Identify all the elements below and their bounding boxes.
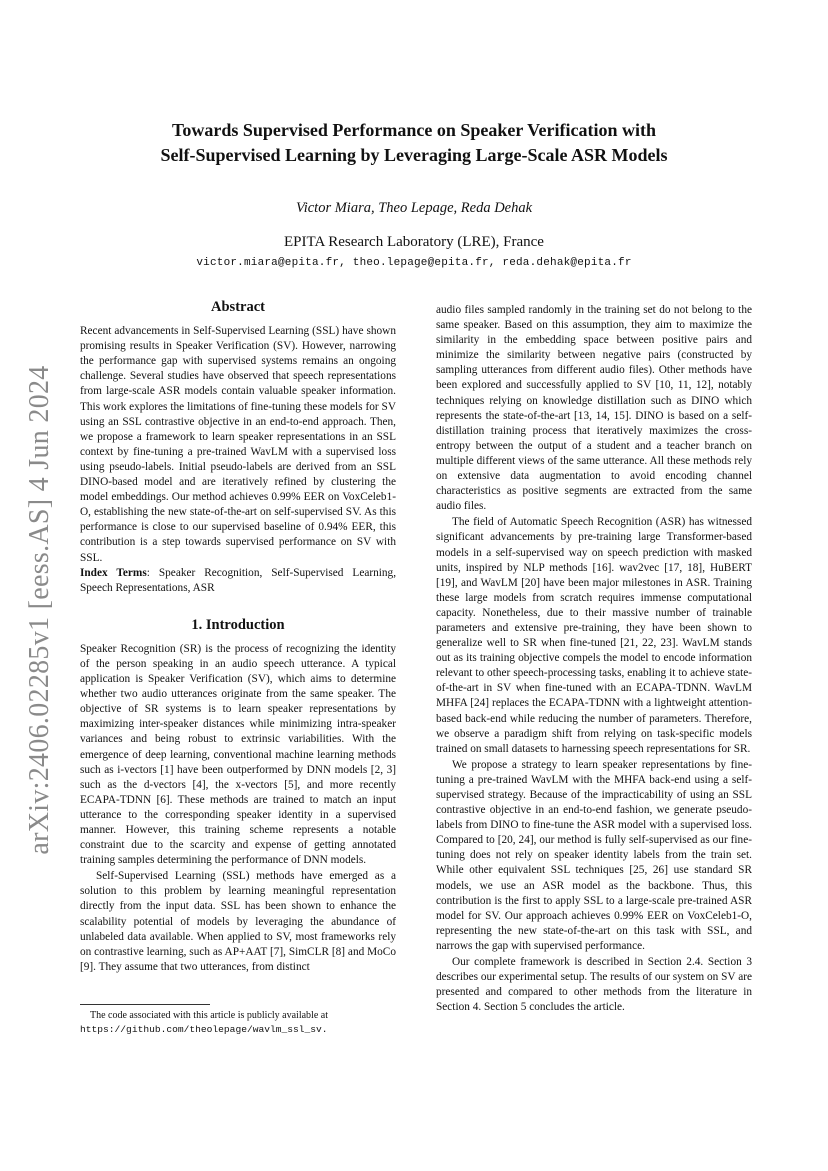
intro-paragraph-3: audio files sampled randomly in the training set do not belong to the same speaker. Based on this assumption, they aim to maximize the similarity in the embedding space between positive pairs and minimize the similarity between negative pairs (constructed by sampling utterances from different audio files). Other methods have been explored and successfully applied to SV [10, 11, 12], notably techniques relying on knowledge distillation such as DINO which represents the state-of-the-art [13, 14, 15]. DINO is based on a self-distillation training process that iteratively maximizes the cross-entropy between the output of a student and a teacher branch on multiple different views of the same utterance. All these methods rely on extensive data augmentation to avoid encoding channel characteristics as positive segments are extracted from the same audio files. [436,304,752,513]
paper-title [80,118,748,168]
intro-paragraph-1: Speaker Recognition (SR) is the process of recognizing the identity of the person speaking in an audio speech utterance. A typical application is Speaker Verification (SV), which aims to determine whether two audio utterances originate from the same speaker. The objective of SR systems is to learn speaker representations by maximizing inter-speaker distances while minimizing intra-speaker variances and being robust to extrinsic variabilities. With the emergence of deep learning, conventional machine learning methods such as i-vectors [1] have been outperformed by DNN models [2, 3] such as the d-vectors [4], the x-vectors [5], and more recently ECAPA-TDNN [6]. These methods are trained to match an input utterance to the corresponding speaker identity in a supervised manner. However, this training scheme represents a notable constraint due to the scarcity and expense of getting annotated training samples determining the performance of DNN models. [80,642,396,867]
author-list: Victor Miara, Theo Lepage, Reda Dehak [295,200,533,216]
introduction-heading: 1. Introduction [191,616,285,633]
right-column [436,303,752,1015]
intro-paragraph-6: Our complete framework is described in Section 2.4. Section 3 describes our experimental setup. The results of our system on SV are presented and compared to other methods from the literature in Section 4. Section 5 concludes the article. [436,956,752,1014]
footnote [80,1004,396,1036]
abstract-heading: Abstract [211,299,265,315]
index-terms-list: : Speaker Recognition, Self-Supervised Learning, Speech Representations, ASR [80,566,397,594]
affiliation: EPITA Research Laboratory (LRE), France [284,234,544,250]
title-line-2: Self-Supervised Learning by Leveraging Large-Scale ASR Models [160,145,668,165]
footnote-code-link[interactable]: https://github.com/theolepage/wavlm_ssl_sv. [80,1023,328,1035]
index-terms-label: Index Terms [80,566,147,579]
intro-paragraph-2: Self-Supervised Learning (SSL) methods have emerged as a solution to this problem by learning meaningful representation directly from the input data. SSL has been shown to enhance the scalability potential of models by leveraging the abundance of unlabeled data available. When applied to SV, most frameworks rely on contrastive learning, such as AP+AAT [7], SimCLR [8] and MoCo [9]. They assume that two utterances, from distinct [80,870,396,973]
left-column [80,300,396,975]
arxiv-identifier-stamp [20,360,60,860]
intro-paragraph-5: We propose a strategy to learn speaker representations by fine-tuning a pre-trained WavLM with the MHFA back-end using a self-supervised strategy. Because of the impracticability of using an SSL contrastive objective in an end-to-end fashion, we generate pseudo-labels from DINO to fine-tune the ASR model with a supervised loss. Compared to [20, 24], our method is fully self-supervised as our fine-tuning does not rely on speaker identity labels from the train set. While other equivalent SSL techniques [25, 26] use standard SR models, we use an ASR model as the backbone. Thus, this contribution is the first to apply SSL to a large-scale pre-trained ASR model for SV. Our approach achieves 0.99% EER on VoxCeleb1-O, representing the new state-of-the-art on this task with SSL, and narrows the gap with supervised performance. [436,758,752,952]
footnote-rule [80,1004,210,1005]
arxiv-identifier-text: arXiv:2406.02285v1 [eess.AS] 4 Jun 2024 [24,365,55,855]
title-line-1: Towards Supervised Performance on Speaker Verification with [172,120,656,140]
footnote-sentence: The code associated with this article is publicly available at [90,1010,328,1021]
intro-paragraph-4: The field of Automatic Speech Recognition (ASR) has witnessed significant advancements by pre-training large Transformer-based models in a self-supervised way on speech prediction with masked units, inspired by NLP methods [16]. wav2vec [17, 18], HuBERT [19], and WavLM [20] have been major milestones in ASR. Training these large models from scratch requires immense computational capacity. Nonetheless, due to their massive number of trainable parameters and extensive pre-training, they have been shown to generalize well to SR when fine-tuned [21, 22, 23]. WavLM stands out as its training objective compels the model to encode information relevant to other speech-processing tasks, enabling it to achieve state-of-the-art in SV when fine-tuned with an ECAPA-TDNN. WavLM MHFA [24] replaces the ECAPA-TDNN with a lightweight attention-based back-end while reducing the number of parameters. Therefore, we observe a paradigm shift from relying on task-specific models trained on small datasets to harnessing speech representations for SR. [436,516,752,755]
index-terms [80,566,396,596]
abstract-text: Recent advancements in Self-Supervised Learning (SSL) have shown promising results in Speaker Verification (SV). However, narrowing the performance gap with supervised systems remains an ongoing challenge. Several studies have observed that speech representations from large-scale ASR models contain valuable speaker information. This work explores the limitations of fine-tuning these models for SV using an SSL contrastive objective in an end-to-end approach. Then, we propose a framework to learn speaker representations in an SSL context by fine-tuning a pre-trained WavLM with a supervised loss using pseudo-labels. Initial pseudo-labels are derived from an SSL DINO-based model and are iteratively refined by clustering the model embeddings. Our method achieves 0.99% EER on VoxCeleb1-O, establishing the new state-of-the-art on self-supervised SV. As this performance is close to our supervised baseline of 0.94% EER, this contribution is a step towards supervised performance on SV with SSL. [80,325,396,564]
footnote-text [80,1009,396,1036]
author-emails: victor.miara@epita.fr, theo.lepage@epita.fr, reda.dehak@epita.fr [196,257,632,269]
